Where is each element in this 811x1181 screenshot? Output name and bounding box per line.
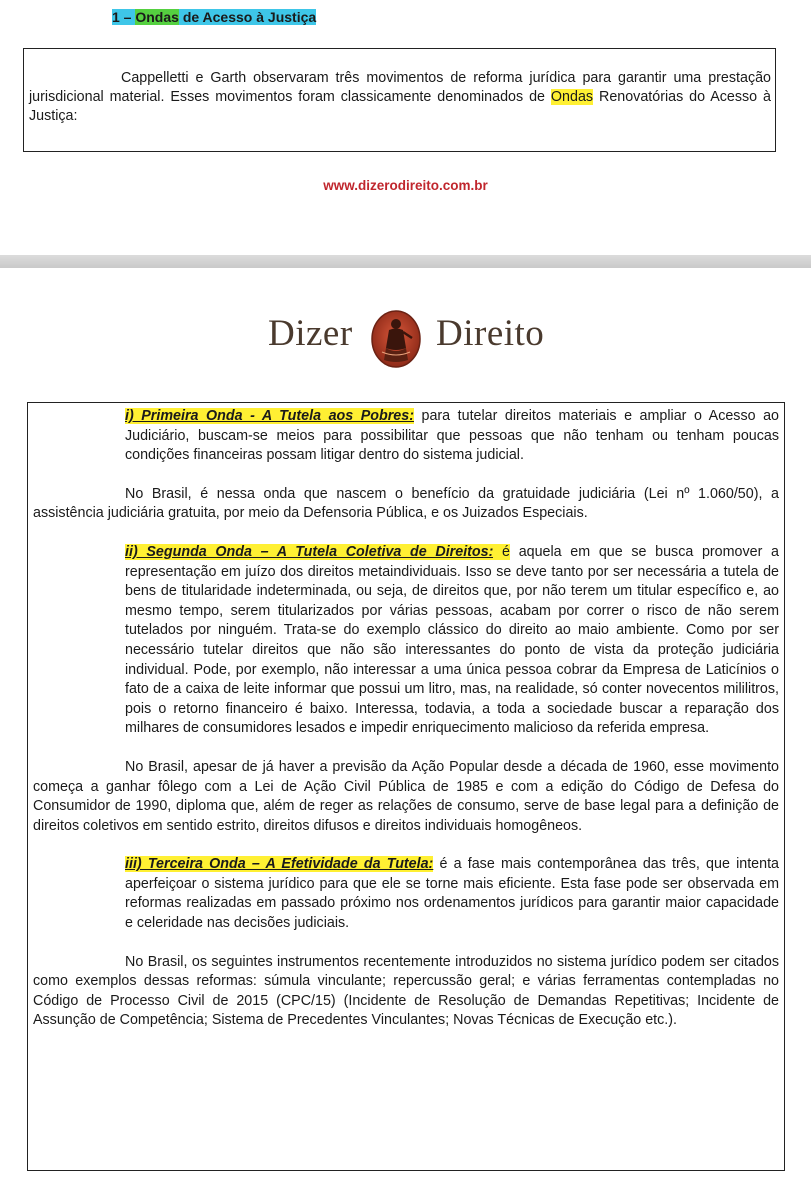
heading-rest: de Acesso à Justiça bbox=[178, 9, 317, 25]
intro-box bbox=[23, 48, 776, 152]
logo-word-left: Dizer bbox=[268, 313, 353, 354]
wave-one-text: para tutelar direitos materiais e ampliar o Acesso ao Judiciário, buscam-se meios para possibilitar que pessoas que não tenham ou tenham poucas condições financeiras possam litigar dentro do sistema judicial. bbox=[125, 408, 779, 464]
heading-highlight-word: Ondas bbox=[135, 9, 179, 25]
page-one bbox=[0, 0, 811, 255]
intro-text-before: Cappelletti e Garth observaram três movimentos de reforma jurídica para garantir uma prestação jurisdicional material. Esses movimentos foram classicamente denominados de bbox=[29, 70, 771, 105]
brasil-one-paragraph: No Brasil, é nessa onda que nascem o benefício da gratuidade judiciária (Lei nº 1.060/50), a assistência judiciária gratuita, por meio da Defensoria Pública, e os Juizados Especiais. bbox=[33, 485, 779, 522]
section-heading bbox=[112, 8, 316, 26]
wave-two-highlight-word: é bbox=[493, 543, 511, 560]
wave-two-text: aquela em que se busca promover a representação em juízo dos direitos metaindividuais. Isso se deve tanto por ser necessária a tutela de bens de titularidade indeterminada, ou seja, de direitos que, por não terem um titular específico e, ao mesmo tempo, serem titularizados por várias pessoas, acabam por correr o risco de não serem tutelados por ninguém. Trata-se do exemplo clássico do direito ao maio ambiente. Como por ser necessário tutelar direitos que não são interessantes do ponto de vista da proteção judiciária individual. Pode, por exemplo, não interessar a uma única pessoa cobrar da Empresa de Laticínios o fato de a caixa de leite informar que possui um litro, mas, na realidade, só conter novecentos mililitros, pois o retorno financeiro é baixo. Interessa, todavia, a toda a sociedade buscar a reparação dos milhares de consumidores lesados e impedir enriquecimento malicioso da referida empresa. bbox=[125, 543, 779, 737]
justice-statue-icon bbox=[362, 308, 430, 370]
brasil-two-paragraph: No Brasil, apesar de já haver a previsão da Ação Popular desde a década de 1960, esse movimento começa a ganhar fôlego com a Lei de Ação Civil Pública de 1985 e com a edição do Código de Defesa do Consumidor de 1990, diploma que, além de reger as relações de consumo, serve de base legal para a definição de direitos coletivos em sentido estrito, direitos difusos e direitos individuais homogêneos. bbox=[33, 758, 779, 834]
page-separator bbox=[0, 255, 811, 268]
wave-three-text: é a fase mais contemporânea das três, que intenta aperfeiçoar o sistema jurídico para que ele se torne mais eficiente. Esta fase pode ser observada em reformas realizadas em passado próximo nos ordenamentos jurídicos para garantir maior capacidade e celeridade nas decisões judiciais. bbox=[125, 856, 779, 932]
logo-word-right: Direito bbox=[436, 313, 545, 354]
intro-highlight: Ondas bbox=[550, 89, 594, 105]
intro-text-after: Renovatórias do Acesso à Justiça: bbox=[29, 89, 771, 124]
dizer-direito-logo bbox=[0, 308, 811, 368]
wave-three-title: iii) Terceira Onda – A Efetividade da Tutela: bbox=[125, 856, 434, 873]
wave-two-title: ii) Segunda Onda – A Tutela Coletiva de Direitos: bbox=[125, 543, 494, 560]
wave-three-paragraph bbox=[125, 855, 779, 933]
wave-two-paragraph bbox=[125, 543, 779, 739]
wave-one-title: i) Primeira Onda - A Tutela aos Pobres: bbox=[125, 408, 414, 424]
site-url[interactable]: www.dizerodireito.com.br bbox=[323, 178, 488, 193]
heading-number: 1 – bbox=[112, 9, 136, 25]
brasil-three-paragraph: No Brasil, os seguintes instrumentos recentemente introduzidos no sistema jurídico podem ser citados como exemplos dessas reformas: súmula vinculante; repercussão geral; e várias ferramentas contempladas no Código de Processo Civil de 2015 (CPC/15) (Incidente de Resolução de Demandas Repetitivas; Incidente de Assunção de Competência; Sistema de Precedentes Vinculantes; Novas Técnicas de Execução etc.). bbox=[33, 953, 779, 1029]
content-box bbox=[27, 402, 785, 1171]
wave-one-paragraph bbox=[125, 407, 779, 466]
